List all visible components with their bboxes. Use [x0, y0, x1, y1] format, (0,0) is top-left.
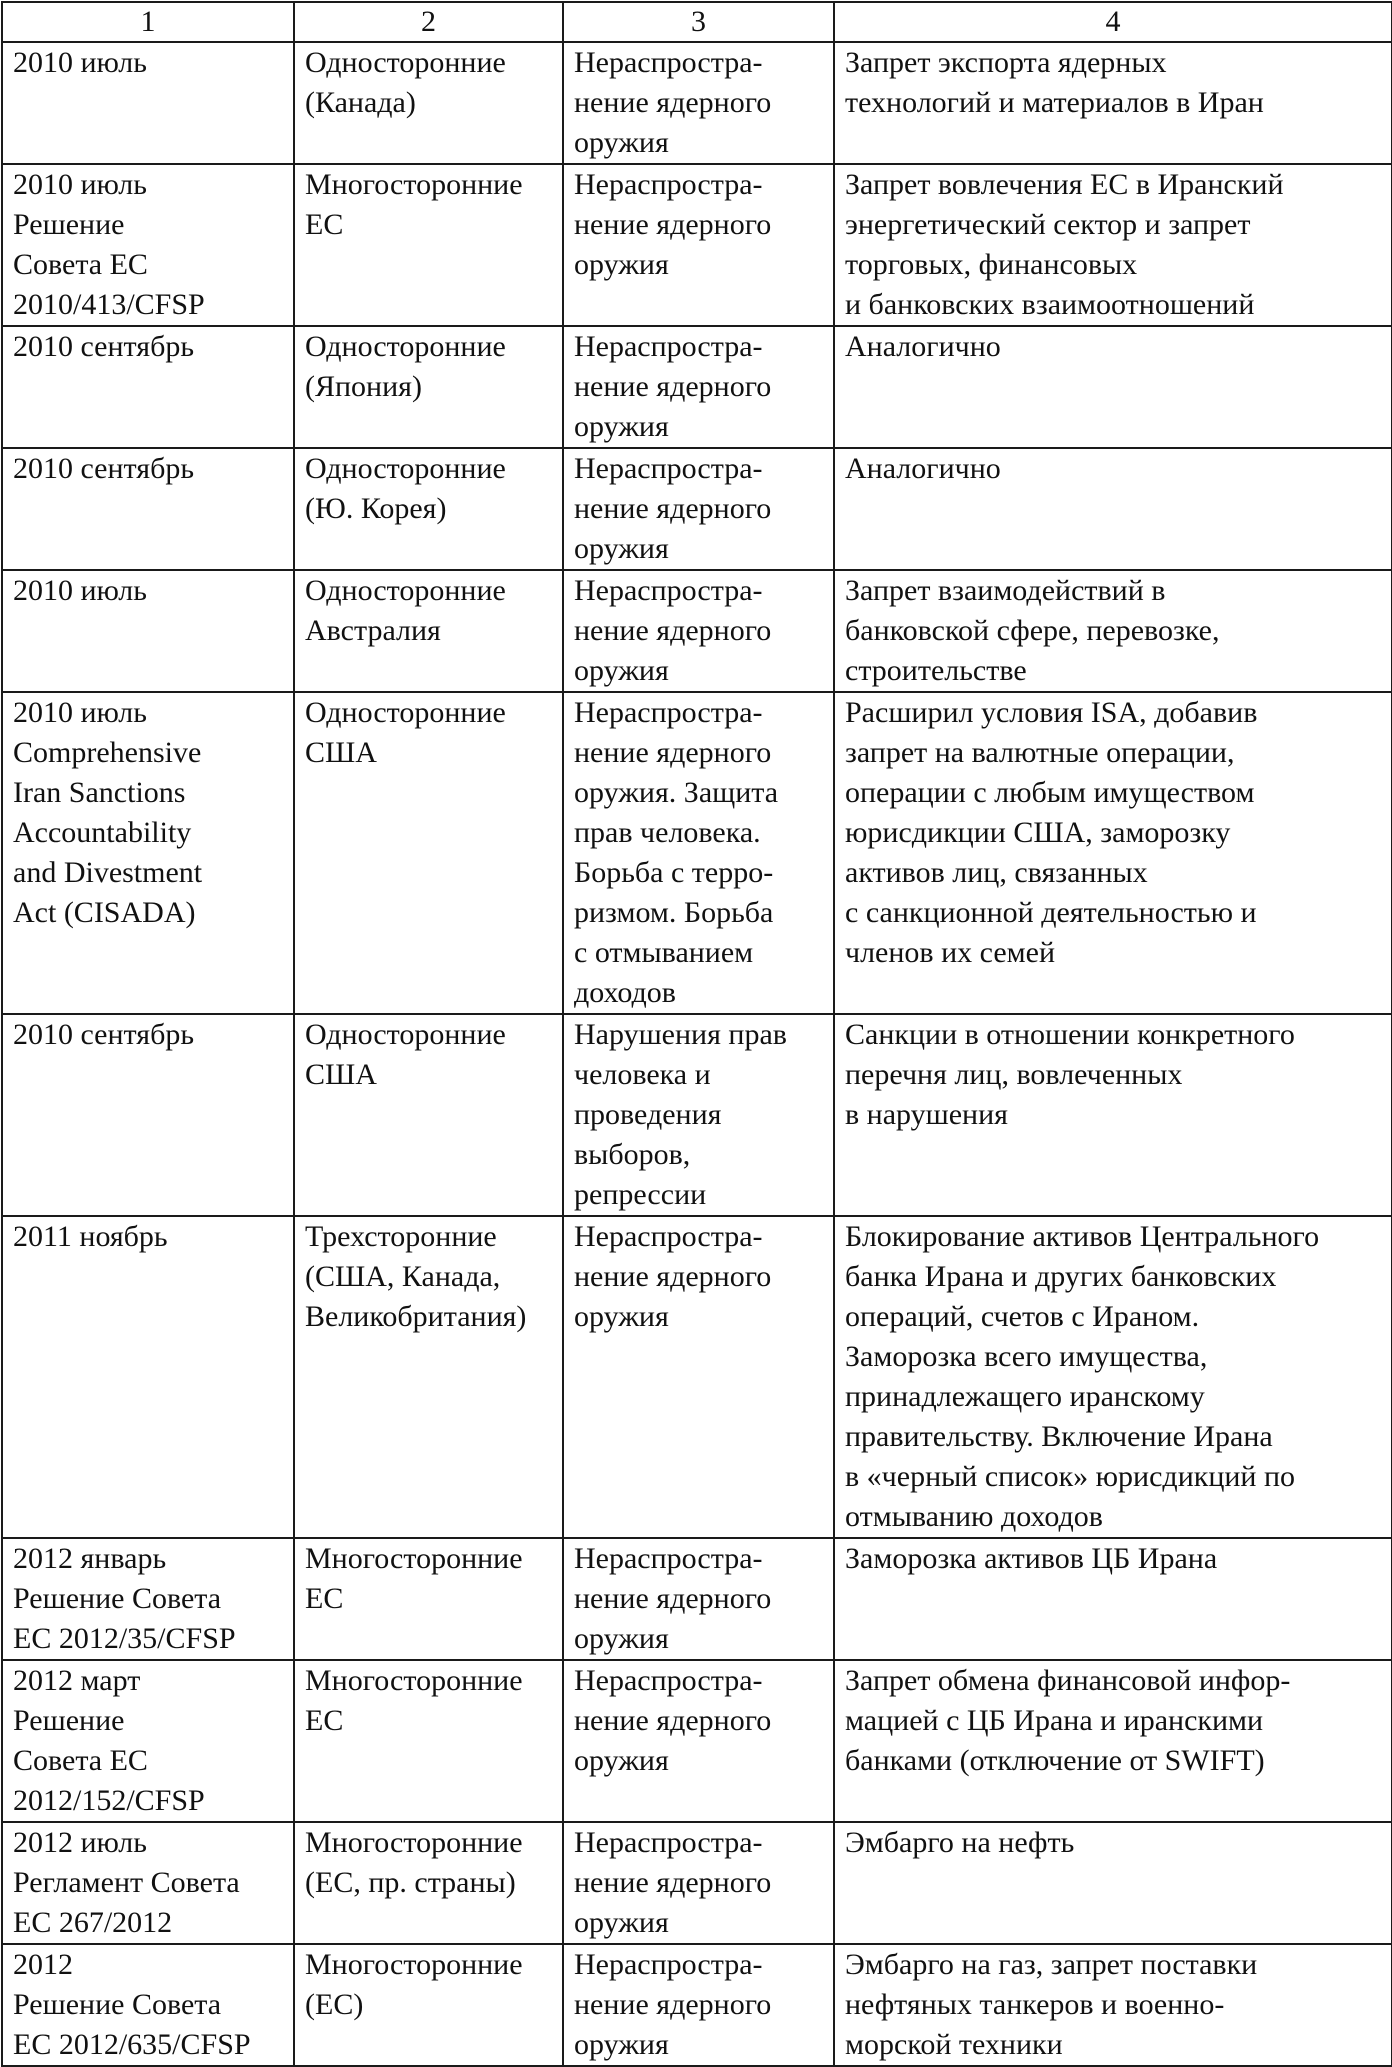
column-header-4: 4 [834, 2, 1392, 42]
content-cell: Запрет вовлечения ЕС в Иранский энергетический сектор и запрет торговых, финансовых и банковских взаимоотношений [834, 164, 1392, 326]
content-cell: Запрет взаимодействий в банковской сфере, перевозке, строительстве [834, 570, 1392, 692]
date-cell: 2010 июль Решение Совета ЕС 2010/413/CFSP [2, 164, 294, 326]
table-row [2, 448, 1392, 570]
purpose-cell: Нераспростра- нение ядерного оружия [563, 570, 834, 692]
purpose-cell: Нераспростра- нение ядерного оружия [563, 1660, 834, 1822]
column-header-3: 3 [563, 2, 834, 42]
column-header-2: 2 [294, 2, 563, 42]
table-row [2, 1944, 1392, 2066]
content-cell: Эмбарго на газ, запрет поставки нефтяных танкеров и военно- морской техники [834, 1944, 1392, 2066]
sanction-type-cell: Многосторонние ЕС [294, 1660, 563, 1822]
sanction-type-cell: Односторонние (Канада) [294, 42, 563, 164]
content-cell: Расширил условия ISA, добавив запрет на валютные операции, операции с любым имуществом юрисдикции США, заморозку активов лиц, связанных с санкционной деятельностью и членов их семей [834, 692, 1392, 1014]
date-cell: 2010 июль [2, 42, 294, 164]
purpose-cell: Нераспростра- нение ядерного оружия [563, 1538, 834, 1660]
sanction-type-cell: Многосторонние ЕС [294, 164, 563, 326]
purpose-cell: Нарушения прав человека и проведения выборов, репрессии [563, 1014, 834, 1216]
date-cell: 2010 сентябрь [2, 448, 294, 570]
date-cell: 2010 сентябрь [2, 1014, 294, 1216]
sanctions-table [1, 1, 1392, 2067]
table-body [2, 42, 1392, 2066]
purpose-cell: Нераспростра- нение ядерного оружия [563, 1216, 834, 1538]
purpose-cell: Нераспростра- нение ядерного оружия [563, 1944, 834, 2066]
date-cell: 2012 июль Регламент Совета ЕС 267/2012 [2, 1822, 294, 1944]
header-row [2, 2, 1392, 42]
sanction-type-cell: Трехсторонние (США, Канада, Великобритания) [294, 1216, 563, 1538]
date-cell: 2010 июль Comprehensive Iran Sanctions Accountability and Divestment Act (CISADA) [2, 692, 294, 1014]
table-row [2, 1014, 1392, 1216]
purpose-cell: Нераспростра- нение ядерного оружия [563, 1822, 834, 1944]
date-cell: 2012 март Решение Совета ЕС 2012/152/CFSP [2, 1660, 294, 1822]
content-cell: Запрет обмена финансовой инфор- мацией с ЦБ Ирана и иранскими банками (отключение от SWIFT) [834, 1660, 1392, 1822]
sanction-type-cell: Односторонние США [294, 692, 563, 1014]
content-cell: Заморозка активов ЦБ Ирана [834, 1538, 1392, 1660]
sanction-type-cell: Многосторонние (ЕС) [294, 1944, 563, 2066]
date-cell: 2012 январь Решение Совета ЕС 2012/35/CFSP [2, 1538, 294, 1660]
date-cell: 2010 сентябрь [2, 326, 294, 448]
date-cell: 2012 Решение Совета ЕС 2012/635/CFSP [2, 1944, 294, 2066]
table-row [2, 326, 1392, 448]
sanction-type-cell: Односторонние Австралия [294, 570, 563, 692]
sanction-type-cell: Односторонние (Япония) [294, 326, 563, 448]
table-row [2, 1822, 1392, 1944]
table-row [2, 1538, 1392, 1660]
table-row [2, 42, 1392, 164]
date-cell: 2011 ноябрь [2, 1216, 294, 1538]
table-row [2, 1660, 1392, 1822]
content-cell: Эмбарго на нефть [834, 1822, 1392, 1944]
table-row [2, 1216, 1392, 1538]
content-cell: Запрет экспорта ядерных технологий и материалов в Иран [834, 42, 1392, 164]
purpose-cell: Нераспростра- нение ядерного оружия [563, 164, 834, 326]
sanction-type-cell: Односторонние США [294, 1014, 563, 1216]
column-header-1: 1 [2, 2, 294, 42]
table-row [2, 692, 1392, 1014]
sanction-type-cell: Односторонние (Ю. Корея) [294, 448, 563, 570]
purpose-cell: Нераспростра- нение ядерного оружия [563, 326, 834, 448]
content-cell: Аналогично [834, 448, 1392, 570]
date-cell: 2010 июль [2, 570, 294, 692]
table-row [2, 570, 1392, 692]
content-cell: Блокирование активов Центрального банка Ирана и других банковских операций, счетов с Ираном. Заморозка всего имущества, принадлежащего иранскому правительству. Включение Ирана в «черный список» юрисдикций по отмыванию доходов [834, 1216, 1392, 1538]
purpose-cell: Нераспростра- нение ядерного оружия [563, 448, 834, 570]
sanction-type-cell: Многосторонние ЕС [294, 1538, 563, 1660]
table-row [2, 164, 1392, 326]
content-cell: Аналогично [834, 326, 1392, 448]
sanction-type-cell: Многосторонние (ЕС, пр. страны) [294, 1822, 563, 1944]
purpose-cell: Нераспростра- нение ядерного оружия. Защита прав человека. Борьба с терро- ризмом. Борьба с отмыванием доходов [563, 692, 834, 1014]
content-cell: Санкции в отношении конкретного перечня лиц, вовлеченных в нарушения [834, 1014, 1392, 1216]
purpose-cell: Нераспростра- нение ядерного оружия [563, 42, 834, 164]
